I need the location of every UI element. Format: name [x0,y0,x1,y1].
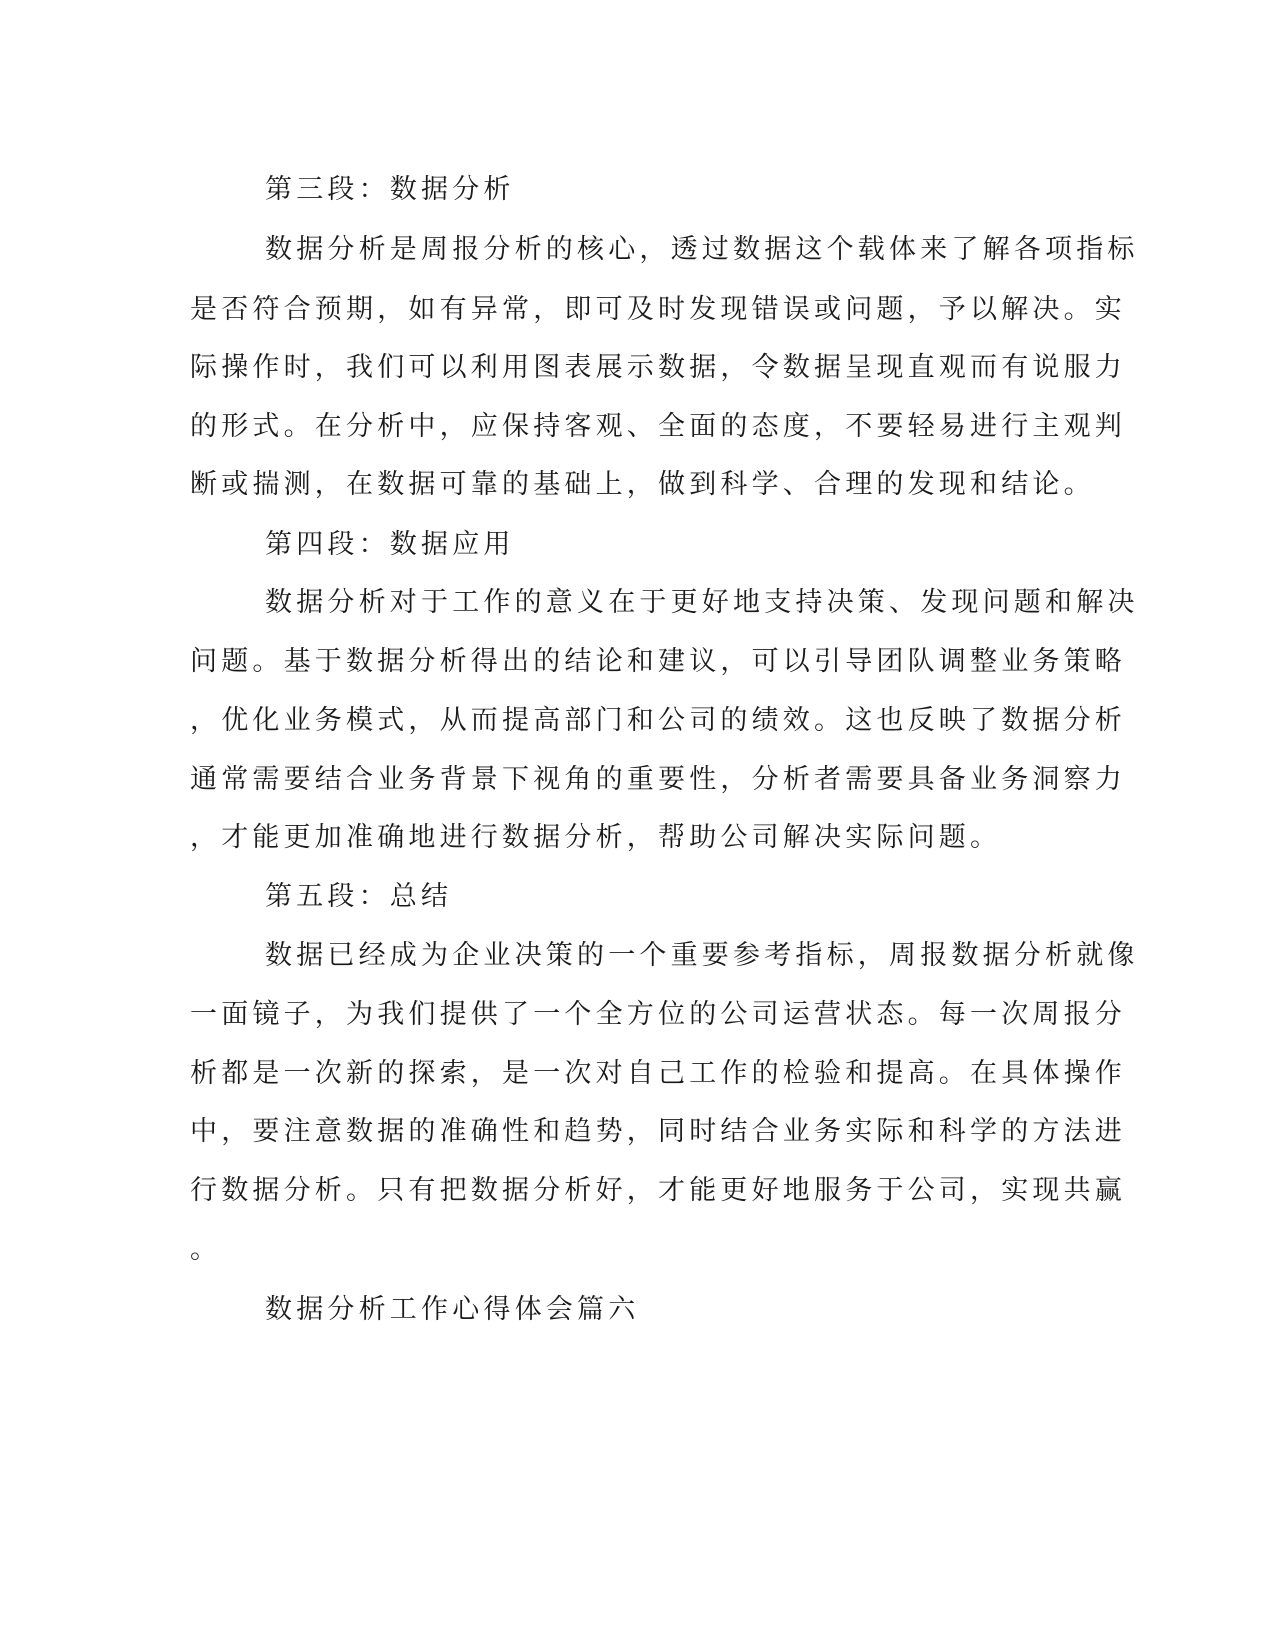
paragraph-line: ，才能更加准确地进行数据分析，帮助公司解决实际问题。 [190,822,1002,853]
paragraph-line: 是否符合预期，如有异常，即可及时发现错误或问题，予以解决。实 [190,294,1126,325]
paragraph-line: 断或揣测，在数据可靠的基础上，做到科学、合理的发现和结论。 [190,469,1095,500]
paragraph-line: 析都是一次新的探索，是一次对自己工作的检验和提高。在具体操作 [190,1058,1126,1089]
paragraph-line: 。 [190,1234,222,1265]
paragraph-line: 一面镜子，为我们提供了一个全方位的公司运营状态。每一次周报分 [190,999,1126,1030]
paragraph-line: 通常需要结合业务背景下视角的重要性，分析者需要具备业务洞察力 [190,764,1126,795]
paragraph-line: 数据分析对于工作的意义在于更好地支持决策、发现问题和解决 [265,587,1139,618]
article-title: 数据分析工作心得体会篇六 [265,1294,640,1325]
paragraph-line: 数据分析是周报分析的核心，透过数据这个载体来了解各项指标 [265,234,1139,265]
paragraph-line: 际操作时，我们可以利用图表展示数据，令数据呈现直观而有说服力 [190,352,1126,383]
section-heading-5: 第五段：总结 [265,881,453,912]
paragraph-line: 问题。基于数据分析得出的结论和建议，可以引导团队调整业务策略 [190,646,1126,677]
paragraph-line: ，优化业务模式，从而提高部门和公司的绩效。这也反映了数据分析 [190,705,1126,736]
paragraph-line: 数据已经成为企业决策的一个重要参考指标，周报数据分析就像 [265,940,1139,971]
section-heading-4: 第四段：数据应用 [265,529,515,560]
paragraph-line: 的形式。在分析中，应保持客观、全面的态度，不要轻易进行主观判 [190,411,1126,442]
section-heading-3: 第三段：数据分析 [265,174,515,205]
paragraph-line: 中，要注意数据的准确性和趋势，同时结合业务实际和科学的方法进 [190,1116,1126,1147]
paragraph-line: 行数据分析。只有把数据分析好，才能更好地服务于公司，实现共赢 [190,1175,1126,1206]
